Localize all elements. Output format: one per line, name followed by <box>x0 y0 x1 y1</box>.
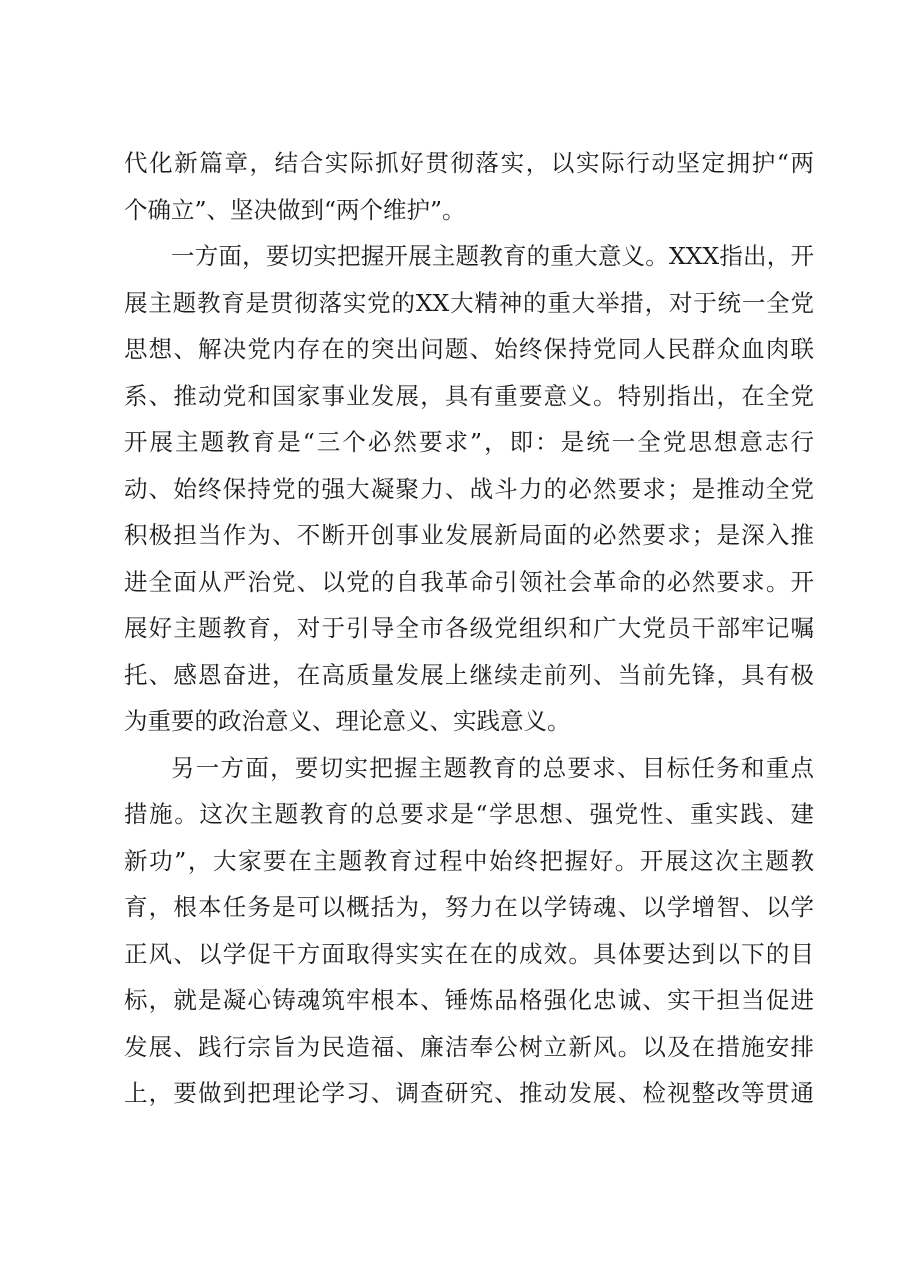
text-line: 进全面从严治党、以党的自我革命引领社会革命的必然要求。开 <box>124 567 814 596</box>
text-line: 措施。这次主题教育的总要求是“学思想、强党性、重实践、建 <box>124 800 814 828</box>
text-line: 上，要做到把理论学习、调查研究、推动发展、检视整改等贯通 <box>124 1079 814 1107</box>
text-line: 育，根本任务是可以概括为，努力在以学铸魂、以学增智、以学 <box>124 893 814 921</box>
text-line: 代化新篇章，结合实际抓好贯彻落实，以实际行动坚定拥护“两 <box>124 149 814 177</box>
text-line: 开展主题教育是“三个必然要求”，即：是统一全党思想意志行 <box>124 428 814 456</box>
paragraph-start-line: 一方面，要切实把握开展主题教育的重大意义。XXX指出，开 <box>171 242 814 270</box>
paragraph-start-line: 另一方面，要切实把握主题教育的总要求、目标任务和重点 <box>171 753 814 782</box>
text-line: 托、感恩奋进，在高质量发展上继续走前列、当前先锋，具有极 <box>124 660 814 689</box>
text-line: 系、推动党和国家事业发展，具有重要意义。特别指出，在全党 <box>124 381 814 410</box>
text-line: 展好主题教育，对于引导全市各级党组织和广大党员干部牢记嘱 <box>124 614 814 642</box>
text-line: 为重要的政治意义、理论意义、实践意义。 <box>124 707 571 735</box>
text-line: 新功”，大家要在主题教育过程中始终把握好。开展这次主题教 <box>124 846 814 875</box>
text-line: 积极担当作为、不断开创事业发展新局面的必然要求；是深入推 <box>124 521 814 549</box>
text-line: 个确立”、坚决做到“两个维护”。 <box>124 195 466 224</box>
text-line: 思想、解决党内存在的突出问题、始终保持党同人民群众血肉联 <box>124 335 814 363</box>
text-line: 标，就是凝心铸魂筑牢根本、锤炼品格强化忠诚、实干担当促进 <box>124 986 814 1014</box>
text-line: 正风、以学促干方面取得实实在在的成效。具体要达到以下的目 <box>124 939 814 968</box>
text-line: 动、始终保持党的强大凝聚力、战斗力的必然要求；是推动全党 <box>124 474 814 503</box>
text-line: 展主题教育是贯彻落实党的XX大精神的重大举措，对于统一全党 <box>124 288 814 317</box>
text-line: 发展、践行宗旨为民造福、廉洁奉公树立新风。以及在措施安排 <box>124 1032 814 1061</box>
body-text <box>124 140 814 1117</box>
